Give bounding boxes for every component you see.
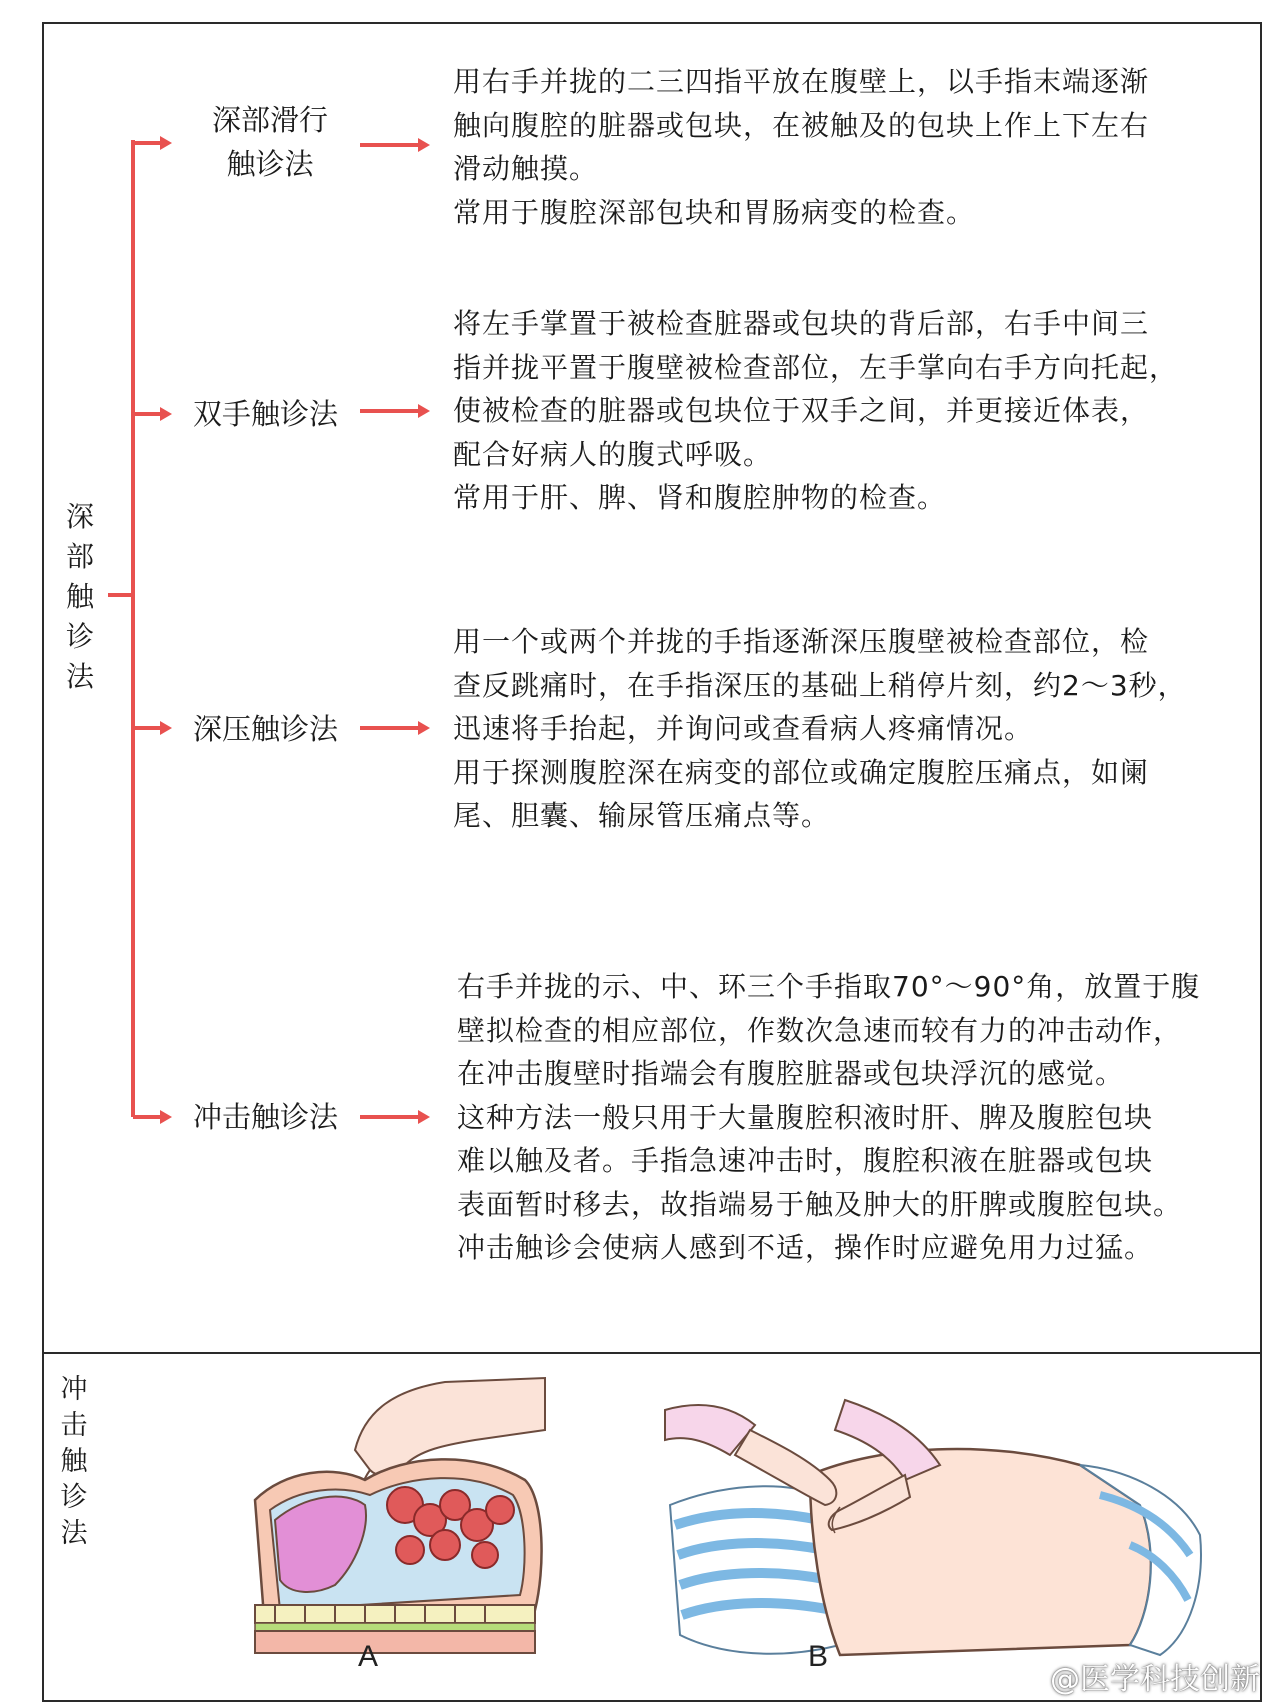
method-name-line: 触诊法 [226,147,314,181]
desc-line: 常用于腹腔深部包块和胃肠病变的检查。 [453,195,976,229]
desc-line: 表面暂时移去，故指端易于触及肿大的肝脾或腹腔包块。 [457,1187,1183,1221]
desc-line: 这种方法一般只用于大量腹腔积液时肝、脾及腹腔包块 [457,1100,1154,1134]
desc-line: 触向腹腔的脏器或包块，在被触及的包块上作上下左右 [453,108,1150,142]
illustration-a-cross-section [245,1370,605,1670]
desc-line: 配合好病人的腹式呼吸。 [453,437,773,471]
figure-title: 冲击触诊法 [60,1374,88,1549]
desc-line: 冲击触诊会使病人感到不适，操作时应避免用力过猛。 [457,1231,1154,1264]
arrowhead-icon [160,407,172,421]
desc-line: 尾、胆囊、输尿管压痛点等。 [453,799,831,832]
desc-line: 壁拟检查的相应部位，作数次急速而较有力的冲击动作， [457,1013,1183,1047]
desc-line: 将左手掌置于被检查脏器或包块的背后部，右手中间三 [453,307,1150,340]
method-name-deep-press: 深压触诊法 [192,712,338,746]
desc-line: 右手并拢的示、中、环三个手指取70°～90°角，放置于腹 [457,970,1201,1003]
method-desc-deep-press [453,620,1187,838]
arrowhead-icon [160,136,172,150]
method-name-sliding [195,98,345,186]
arrowhead-icon [418,1110,430,1124]
watermark-text: @医学科技创新 [1050,1662,1260,1697]
arrowhead-icon [418,404,430,418]
desc-line: 用右手并拢的二三四指平放在腹壁上，以手指末端逐渐 [453,65,1150,98]
desc-line: 查反跳痛时，在手指深压的基础上稍停片刻，约2～3秒， [453,668,1187,702]
caption-b: B [808,1640,829,1673]
arrowhead-icon [418,138,430,152]
desc-line: 滑动触摸。 [453,152,599,185]
desc-line: 使被检查的脏器或包块位于双手之间，并更接近体表， [453,394,1150,427]
desc-line: 用一个或两个并拢的手指逐渐深压腹壁被检查部位，检 [453,625,1150,658]
desc-line: 指并拢平置于腹壁被检查部位，左手掌向右手方向托起， [453,350,1179,384]
illustration-b-patient [660,1385,1220,1665]
method-name-ballottement: 冲击触诊法 [192,1100,338,1134]
method-name-bimanual: 双手触诊法 [192,397,338,431]
desc-line: 迅速将手抬起，并询问或查看病人疼痛情况。 [453,712,1034,745]
desc-line: 难以触及者。手指急速冲击时，腹腔积液在脏器或包块 [457,1144,1154,1177]
method-desc-sliding [453,60,1149,234]
arrowhead-icon [160,721,172,735]
method-desc-bimanual [453,302,1178,520]
desc-line: 用于探测腹腔深在病变的部位或确定腹腔压痛点，如阑 [453,755,1150,789]
desc-line: 常用于肝、脾、肾和腹腔肿物的检查。 [453,481,947,514]
arrowhead-icon [160,1110,172,1124]
desc-line: 在冲击腹壁时指端会有腹腔脏器或包块浮沉的感觉。 [457,1057,1125,1090]
method-name-line: 深部滑行 [211,103,328,137]
caption-a: A [358,1640,379,1673]
method-desc-ballottement [457,965,1200,1270]
main-title: 深部触诊法 [65,500,94,693]
arrowhead-icon [418,721,430,735]
